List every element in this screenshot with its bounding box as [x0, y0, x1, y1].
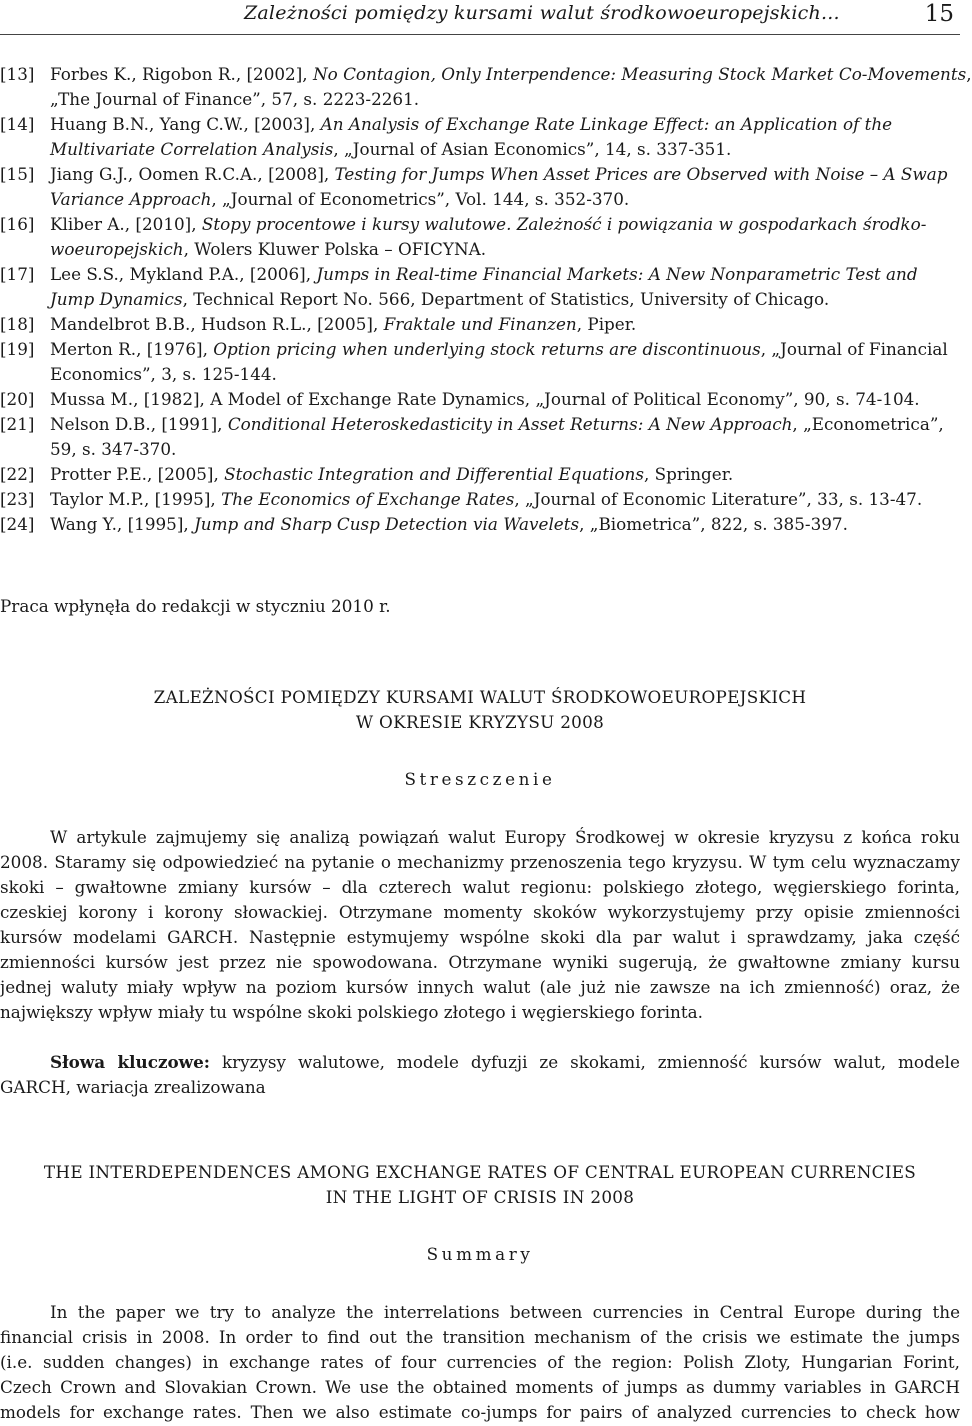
reference-title: Fraktale und Finanzen — [383, 314, 577, 334]
reference-title: The Economics of Exchange Rates — [221, 489, 515, 509]
reference-number: [18] — [0, 314, 35, 334]
reference-text: Nelson D.B., [1991], — [50, 414, 228, 434]
paragraph-line: największy wpływ miały tu wspólne skoki polskiego złotego i węgierskiego forinta. — [0, 1002, 703, 1022]
reference-item — [0, 312, 960, 337]
reference-line — [50, 412, 960, 437]
reference-number: [14] — [0, 114, 35, 134]
reference-text: Economics”, 3, s. 125-144. — [50, 364, 277, 384]
page-number: 15 — [924, 1, 954, 27]
reference-text: , „Journal of Economic Literature”, 33, s. 13-47. — [514, 489, 923, 509]
reference-title: Jumps in Real-time Financial Markets: A New Nonparametric Test and — [316, 264, 918, 284]
reference-line — [50, 62, 972, 87]
received-note: Praca wpłynęła do redakcji w styczniu 2010 r. — [0, 596, 391, 616]
reference-number: [24] — [0, 514, 35, 534]
paragraph-line: In the paper we try to analyze the interrelations between currencies in Central Europe during the — [50, 1302, 960, 1322]
reference-title: Variance Approach — [50, 189, 212, 209]
reference-text: Mussa M., [1982], A Model of Exchange Rate Dynamics, „Journal of Political Economy”, 90, s. 74-104. — [50, 389, 920, 409]
reference-line — [50, 512, 960, 537]
paragraph-line: financial crisis in 2008. In order to find out the transition mechanism of the crisis we estimate the jumps — [0, 1327, 960, 1347]
paragraph-line: skoki – gwałtowne zmiany kursów – dla czterech walut regionu: polskiego złotego, węgierskiego forinta, — [0, 877, 960, 897]
reference-title: Testing for Jumps When Asset Prices are Observed with Noise – A Swap — [334, 164, 948, 184]
reference-number: [22] — [0, 464, 35, 484]
reference-text: Forbes K., Rigobon R., [2002], — [50, 64, 313, 84]
reference-item — [0, 212, 960, 262]
reference-line — [50, 137, 960, 162]
reference-line — [50, 312, 960, 337]
reference-line — [50, 262, 960, 287]
polish-abstract-heading: Streszczenie — [404, 769, 556, 789]
reference-title: Jump and Sharp Cusp Detection via Wavelets — [194, 514, 580, 534]
paragraph-line: models for exchange rates. Then we also estimate co-jumps for pairs of analyzed currencies to check how — [0, 1402, 960, 1422]
paragraph-line: kursów modelami GARCH. Następnie estymujemy wspólne skoki dla par walut i sprawdzamy, jaka część — [0, 927, 960, 947]
reference-title: Stochastic Integration and Differential Equations — [224, 464, 644, 484]
english-title-line-1: THE INTERDEPENDENCES AMONG EXCHANGE RATES OF CENTRAL EUROPEAN CURRENCIES — [43, 1162, 917, 1182]
polish-title — [0, 685, 960, 735]
reference-text: , „Journal of Econometrics”, Vol. 144, s. 352-370. — [211, 189, 630, 209]
running-title: Zależności pomiędzy kursami walut środkowoeuropejskich... — [244, 2, 840, 24]
reference-line — [50, 487, 960, 512]
reference-title: Conditional Heteroskedasticity in Asset Returns: A New Approach — [227, 414, 793, 434]
reference-line — [50, 212, 960, 237]
reference-number: [21] — [0, 414, 35, 434]
reference-line — [50, 87, 960, 112]
reference-line — [50, 462, 960, 487]
polish-abstract — [0, 825, 960, 1025]
reference-item — [0, 412, 960, 462]
reference-item — [0, 162, 960, 212]
references-list — [0, 62, 972, 537]
reference-number: [13] — [0, 64, 35, 84]
reference-line — [50, 287, 960, 312]
polish-title-line-1: ZALEŻNOŚCI POMIĘDZY KURSAMI WALUT ŚRODKOWOEUROPEJSKICH — [153, 687, 807, 707]
reference-text: Lee S.S., Mykland P.A., [2006], — [50, 264, 317, 284]
reference-text: Taylor M.P., [1995], — [50, 489, 222, 509]
reference-text: Protter P.E., [2005], — [50, 464, 225, 484]
reference-text: , „Journal of Financial — [760, 339, 948, 359]
reference-number: [23] — [0, 489, 35, 509]
reference-number: [20] — [0, 389, 35, 409]
reference-title: woeuropejskich — [50, 239, 184, 259]
paragraph-line: (i.e. sudden changes) in exchange rates of four currencies of the region: Polish Zloty, Hungarian Forint, — [0, 1352, 960, 1372]
reference-line — [50, 112, 960, 137]
reference-text: Huang B.N., Yang C.W., [2003], — [50, 114, 321, 134]
reference-text: Mandelbrot B.B., Hudson R.L., [2005], — [50, 314, 384, 334]
reference-text: Merton R., [1976], — [50, 339, 214, 359]
reference-text: Kliber A., [2010], — [50, 214, 202, 234]
reference-item — [0, 262, 960, 312]
reference-number: [17] — [0, 264, 35, 284]
keywords-text: kryzysy walutowe, modele dyfuzji ze skokami, zmienność kursów walut, modele — [221, 1052, 960, 1072]
reference-text: „The Journal of Finance”, 57, s. 2223-2261. — [50, 89, 420, 109]
english-summary-heading: Summary — [426, 1244, 534, 1264]
reference-text: , Springer. — [643, 464, 734, 484]
reference-title: Jump Dynamics — [50, 289, 183, 309]
reference-item — [0, 112, 960, 162]
reference-title: Option pricing when underlying stock returns are discontinuous — [213, 339, 761, 359]
reference-line — [50, 337, 960, 362]
reference-line — [50, 387, 960, 412]
reference-text: , Piper. — [576, 314, 637, 334]
reference-number: [15] — [0, 164, 35, 184]
reference-line — [50, 362, 960, 387]
reference-item — [0, 62, 972, 112]
reference-number: [19] — [0, 339, 35, 359]
reference-item — [0, 462, 960, 487]
english-summary — [0, 1300, 960, 1425]
reference-item — [0, 512, 960, 537]
reference-line — [50, 187, 960, 212]
reference-title: Stopy procentowe i kursy walutowe. Zależność i powiązania w gospodarkach środko- — [201, 214, 927, 234]
reference-line — [50, 237, 960, 262]
reference-item — [0, 487, 960, 512]
reference-text: , — [966, 64, 972, 84]
reference-text: , „Journal of Asian Economics”, 14, s. 337-351. — [333, 139, 732, 159]
paragraph-line: zmienności kursów jest przez nie spowodowana. Otrzymane wyniki sugerują, że gwałtowne zmiany kursu — [0, 952, 960, 972]
reference-title: An Analysis of Exchange Rate Linkage Effect: an Application of the — [320, 114, 893, 134]
keywords-line-1 — [0, 1050, 960, 1075]
reference-text: , Wolers Kluwer Polska – OFICYNA. — [183, 239, 487, 259]
paragraph-line: W artykule zajmujemy się analizą powiązań walut Europy Środkowej w okresie kryzysu z końca roku — [50, 827, 960, 847]
paragraph-line: 2008. Staramy się odpowiedzieć na pytanie o mechanizmy przenoszenia tego kryzysu. W tym celu wyznaczamy — [0, 852, 960, 872]
reference-line — [50, 437, 960, 462]
reference-line — [50, 162, 960, 187]
running-header — [0, 0, 960, 32]
paragraph-line: jednej waluty miały wpływ na poziom kursów innych walut (ale już nie zawsze na ich zmienność) oraz, że — [0, 977, 960, 997]
polish-title-line-2: W OKRESIE KRYZYSU 2008 — [355, 712, 605, 732]
reference-text: , „Econometrica”, — [792, 414, 944, 434]
reference-number: [16] — [0, 214, 35, 234]
reference-item — [0, 337, 960, 387]
reference-text: Wang Y., [1995], — [50, 514, 195, 534]
reference-item — [0, 387, 960, 412]
paragraph-line: Czech Crown and Slovakian Crown. We use the obtained moments of jumps as dummy variables in GARCH — [0, 1377, 960, 1397]
reference-text: , Technical Report No. 566, Department of Statistics, University of Chicago. — [182, 289, 830, 309]
keywords-paragraph — [0, 1050, 960, 1100]
english-title-line-2: IN THE LIGHT OF CRISIS IN 2008 — [325, 1187, 635, 1207]
header-rule — [0, 34, 960, 35]
keywords-line-2: GARCH, wariacja zrealizowana — [0, 1077, 266, 1097]
reference-text: Jiang G.J., Oomen R.C.A., [2008], — [50, 164, 335, 184]
reference-text: , „Biometrica”, 822, s. 385-397. — [579, 514, 848, 534]
keywords-label: Słowa kluczowe: — [50, 1052, 210, 1072]
reference-title: Multivariate Correlation Analysis — [50, 139, 334, 159]
english-title — [0, 1160, 960, 1210]
reference-title: No Contagion, Only Interpendence: Measuring Stock Market Co-Movements — [312, 64, 967, 84]
paragraph-line: czeskiej korony i korony słowackiej. Otrzymane momenty skoków wykorzystujemy przy opisie zmienności — [0, 902, 960, 922]
reference-text: 59, s. 347-370. — [50, 439, 177, 459]
